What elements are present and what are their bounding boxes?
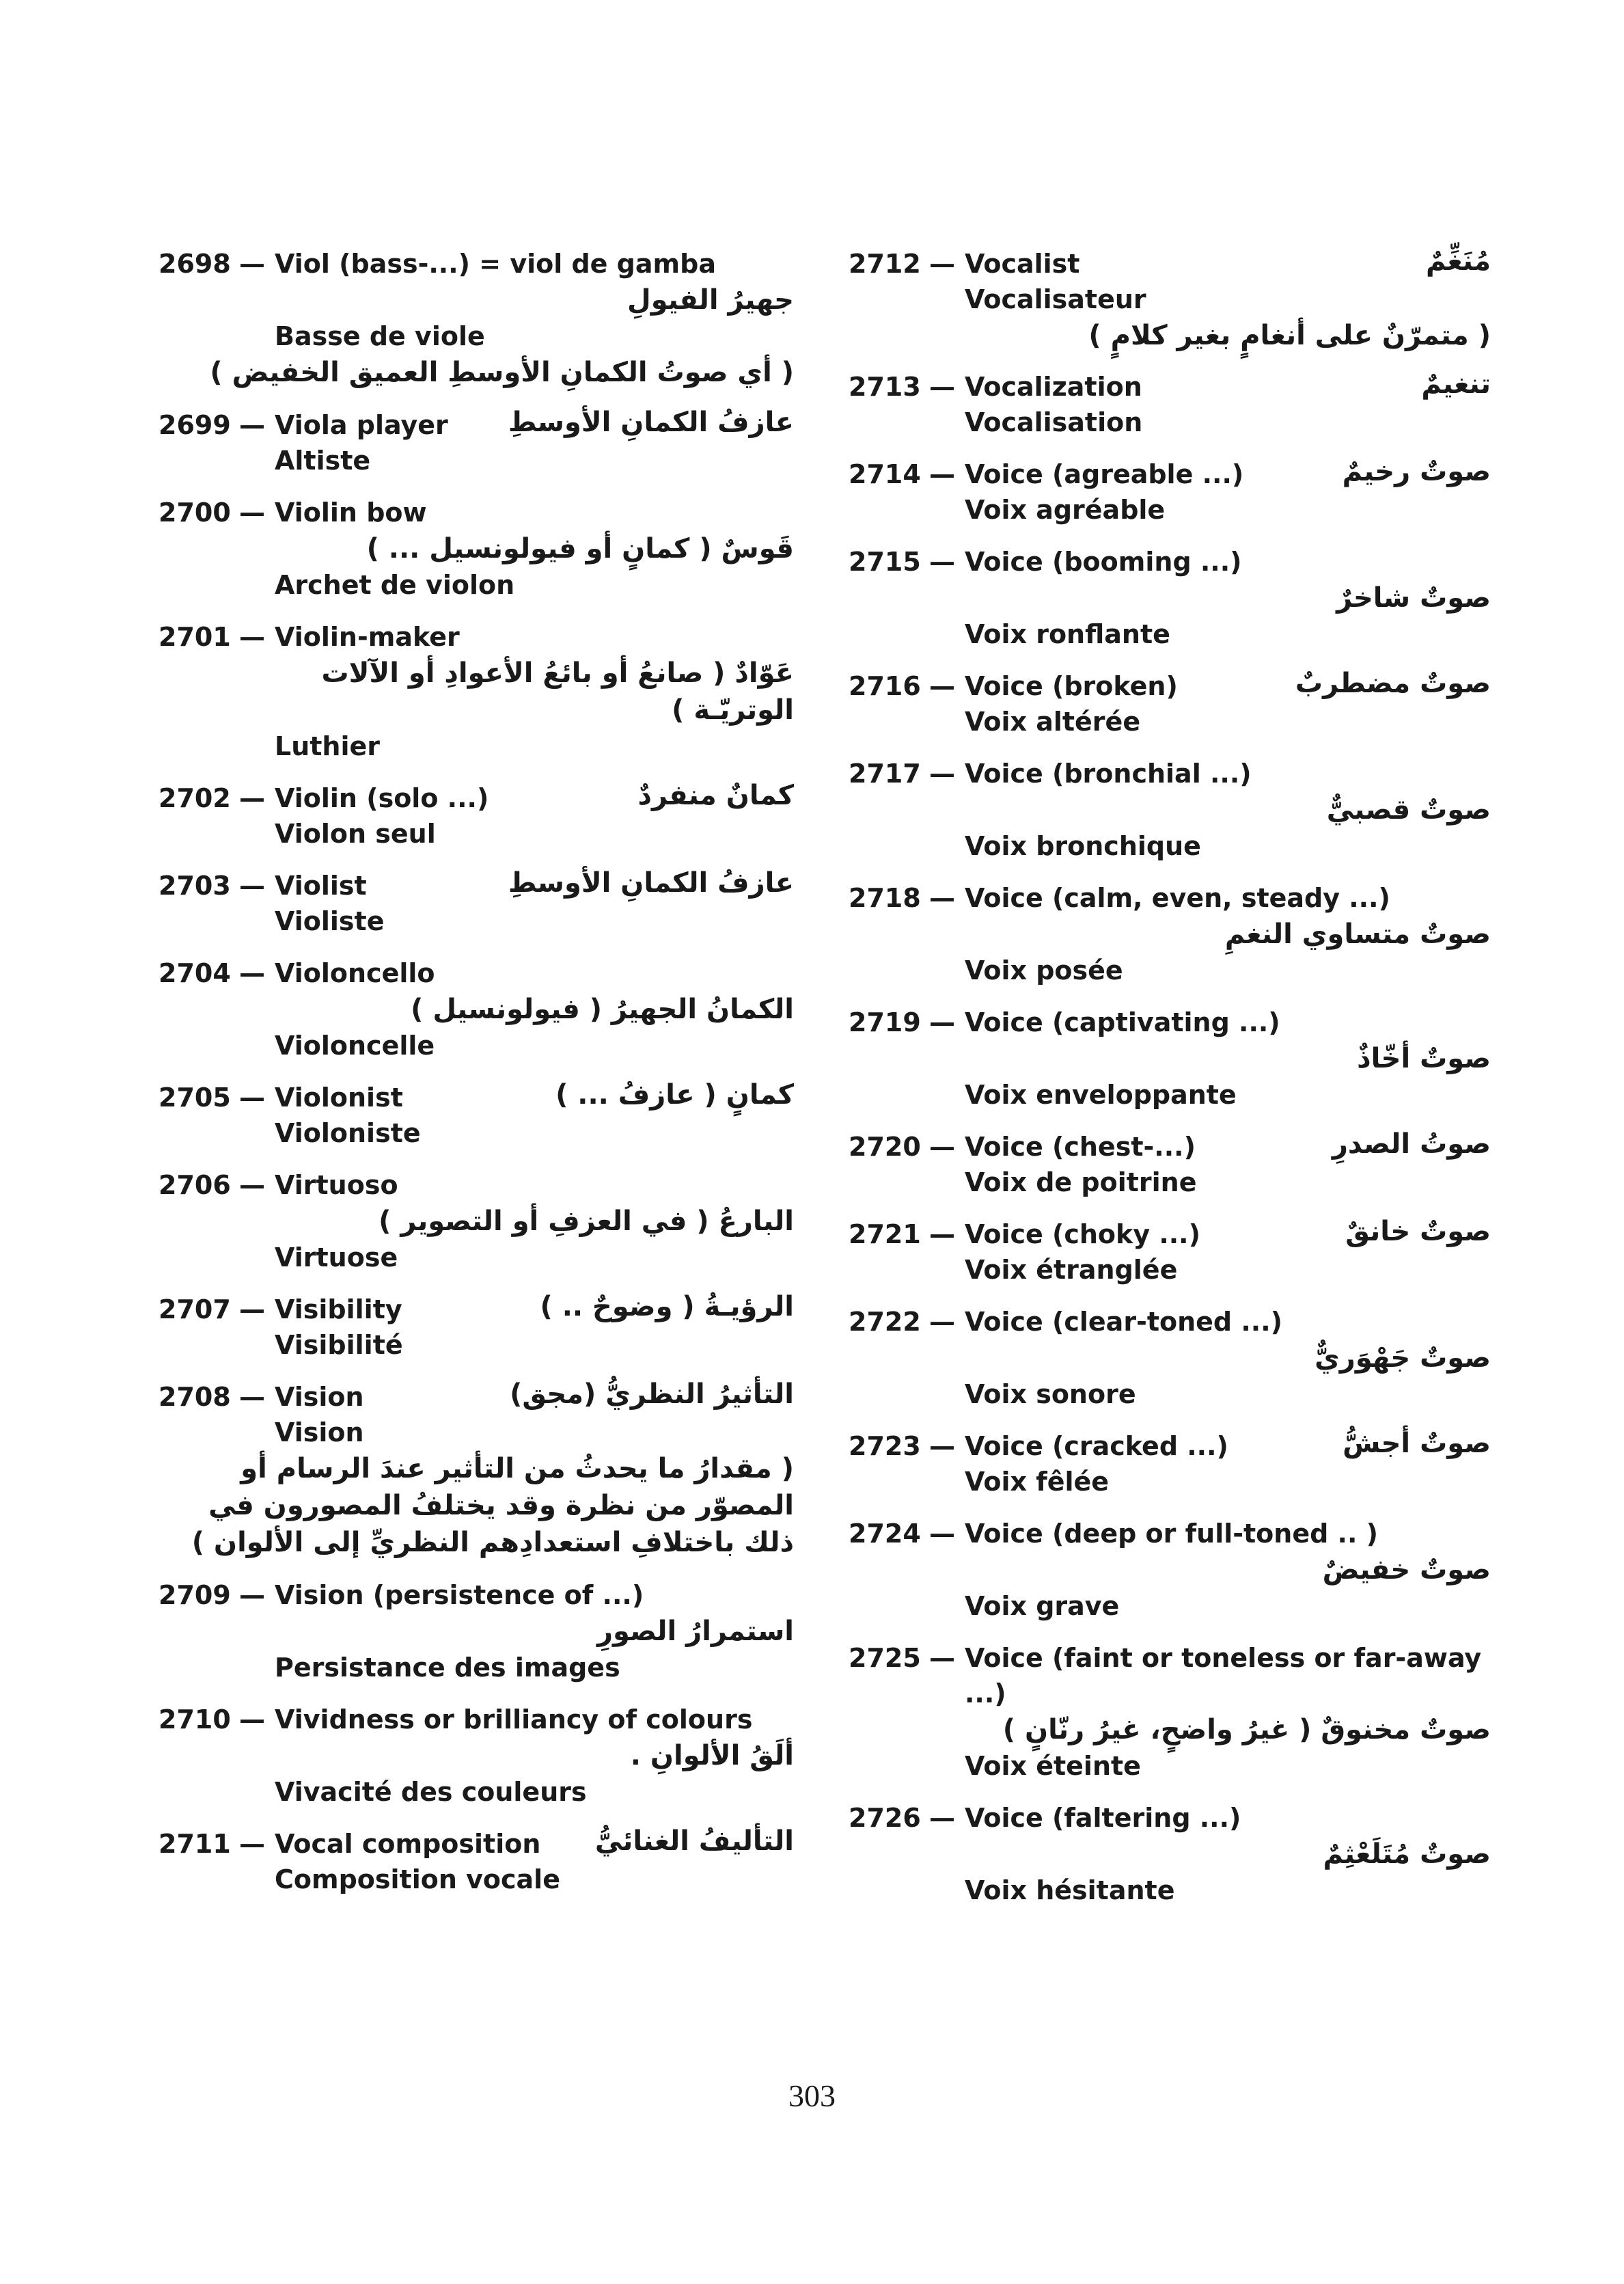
- entry-headword-row: [159, 1826, 794, 1862]
- entry-dash: —: [239, 958, 265, 988]
- french-translation: Virtuose: [275, 1242, 398, 1273]
- entry-number: 2708: [159, 1382, 231, 1412]
- entry-dash: —: [239, 410, 265, 440]
- french-translation: Voix sonore: [965, 1379, 1136, 1409]
- arabic-translation: عازفُ الكمانِ الأوسطِ: [508, 407, 794, 438]
- arabic-note: ذلك باختلافِ استعدادِهم النظريِّ إلى الألوان ): [191, 1527, 794, 1558]
- english-term: Virtuoso: [275, 1170, 398, 1200]
- french-translation: Vivacité des couleurs: [275, 1777, 587, 1807]
- entry-number: 2704: [159, 958, 231, 988]
- arabic-translation: استمرارُ الصورِ: [597, 1616, 794, 1647]
- english-term: Violin (solo ...): [275, 783, 489, 813]
- entry-headword-row: [159, 1167, 794, 1203]
- dictionary-entry: [849, 756, 1491, 864]
- entry-dash: —: [239, 783, 265, 813]
- entry-number: 2700: [159, 498, 231, 528]
- french-translation: Voix fêlée: [965, 1467, 1110, 1497]
- arabic-translation: جهيرُ الفيولِ: [627, 284, 794, 316]
- entry-number: 2722: [849, 1307, 921, 1337]
- entry-number: 2711: [159, 1829, 231, 1859]
- entry-headword-row: [849, 1005, 1491, 1040]
- entry-headword-row: [849, 1129, 1491, 1165]
- french-translation: Luthier: [275, 731, 381, 761]
- entry-number: 2710: [159, 1704, 231, 1735]
- french-translation: Voix altérée: [965, 707, 1141, 737]
- arabic-translation: صوتٌ شاخرٌ: [1336, 582, 1491, 614]
- dictionary-entry: [159, 1080, 794, 1151]
- entry-number: 2701: [159, 622, 231, 652]
- entry-dash: —: [929, 883, 955, 913]
- entry-number: 2723: [849, 1431, 921, 1461]
- entry-number: 2724: [849, 1519, 921, 1549]
- entry-headword-row: [849, 1304, 1491, 1340]
- english-term: Voice (clear-toned ...): [965, 1307, 1283, 1337]
- arabic-translation: الوتريّـة ): [672, 694, 794, 726]
- arabic-note: ( متمرّنٌ على أنغامٍ بغير كلامٍ ): [1088, 320, 1491, 351]
- entry-dash: —: [929, 759, 955, 789]
- entry-dash: —: [929, 1803, 955, 1833]
- dictionary-entry: [849, 544, 1491, 652]
- arabic-translation: صوتٌ مضطربٌ: [1295, 668, 1491, 699]
- english-term: Violoncello: [275, 958, 435, 988]
- arabic-translation: الكمانُ الجهيرُ ( فيولونسيل ): [411, 994, 794, 1025]
- english-term: Vocalization: [965, 372, 1142, 402]
- english-term: Violonist: [275, 1083, 403, 1113]
- entry-dash: —: [929, 671, 955, 701]
- entry-dash: —: [239, 1580, 265, 1610]
- dictionary-entry: [849, 457, 1491, 528]
- arabic-translation: التأليفُ الغنائيُّ: [594, 1825, 794, 1857]
- entry-number: 2715: [849, 547, 921, 577]
- arabic-translation: صوتٌ خانقٌ: [1345, 1216, 1491, 1247]
- entry-number: 2714: [849, 459, 921, 489]
- entry-number: 2709: [159, 1580, 231, 1610]
- entry-dash: —: [239, 498, 265, 528]
- english-term: Voice (choky ...): [965, 1219, 1200, 1249]
- entry-dash: —: [239, 1829, 265, 1859]
- english-term: Violist: [275, 871, 367, 901]
- dictionary-entry: [849, 1800, 1491, 1908]
- dictionary-entry: [849, 1304, 1491, 1412]
- french-translation: Vocalisateur: [965, 284, 1146, 314]
- english-term: Voice (deep or full-toned .. ): [965, 1519, 1379, 1549]
- entry-number: 2716: [849, 671, 921, 701]
- entry-number: 2725: [849, 1643, 921, 1673]
- dictionary-entry: [849, 1516, 1491, 1624]
- french-translation: Voix posée: [965, 955, 1123, 985]
- dictionary-entry: [849, 246, 1491, 354]
- english-term: Vision: [275, 1382, 364, 1412]
- arabic-translation: صوتٌ قصبيٌّ: [1326, 794, 1491, 826]
- english-term: Voice (calm, even, steady ...): [965, 883, 1390, 913]
- dictionary-entry: [159, 955, 794, 1063]
- french-translation: Vocalisation: [965, 407, 1143, 437]
- english-term: Voice (bronchial ...): [965, 759, 1252, 789]
- entry-headword-row: [159, 868, 794, 903]
- entry-headword-row: [849, 668, 1491, 704]
- dictionary-entry: [849, 880, 1491, 988]
- french-translation: Voix grave: [965, 1591, 1120, 1621]
- entry-dash: —: [929, 1132, 955, 1162]
- arabic-translation: صوتُ الصدرِ: [1332, 1128, 1491, 1160]
- entry-headword-row: [849, 369, 1491, 405]
- english-term-continued: ...): [965, 1678, 1006, 1709]
- entry-headword-row: [849, 756, 1491, 791]
- entry-headword-row: [159, 780, 794, 816]
- french-translation: Violoncelle: [275, 1031, 435, 1061]
- entry-number: 2702: [159, 783, 231, 813]
- french-translation: Voix ronflante: [965, 619, 1170, 649]
- entry-headword-row: [849, 544, 1491, 580]
- french-translation: Voix hésitante: [965, 1875, 1175, 1905]
- entry-dash: —: [929, 249, 955, 279]
- page-number: 303: [788, 2078, 836, 2113]
- arabic-translation: ألَقُ الألوانِ .: [630, 1740, 794, 1771]
- entry-headword-row: [159, 246, 794, 282]
- entry-number: 2698: [159, 249, 231, 279]
- right-column: [849, 246, 1491, 1925]
- dictionary-entry: [159, 619, 794, 764]
- dictionary-entry: [849, 1005, 1491, 1113]
- entry-dash: —: [239, 1170, 265, 1200]
- arabic-translation: عَوّادٌ ( صانعُ أو بائعُ الأعوادِ أو الآلات: [321, 657, 794, 689]
- entry-headword-row: [849, 1640, 1491, 1676]
- entry-headword-row: [849, 246, 1491, 282]
- dictionary-entry: [159, 1577, 794, 1685]
- french-translation: Violon seul: [275, 819, 436, 849]
- entry-number: 2706: [159, 1170, 231, 1200]
- french-translation: Persistance des images: [275, 1653, 620, 1683]
- english-term: Voice (captivating ...): [965, 1007, 1280, 1037]
- english-term: Vocal composition: [275, 1829, 541, 1859]
- dictionary-entry: [159, 1167, 794, 1275]
- entry-headword-row: [159, 1080, 794, 1115]
- arabic-translation: قَوسٌ ( كمانٍ أو فيولونسيل ... ): [366, 533, 794, 565]
- entry-headword-row: [159, 407, 794, 443]
- french-translation: Voix de poitrine: [965, 1167, 1197, 1197]
- english-term: Voice (chest-...): [965, 1132, 1196, 1162]
- english-term: Vision (persistence of ...): [275, 1580, 644, 1610]
- entry-headword-row: [849, 1800, 1491, 1836]
- arabic-translation: كمانٍ ( عازفُ ... ): [555, 1079, 794, 1111]
- french-translation: Archet de violon: [275, 570, 515, 600]
- english-term: Visibility: [275, 1294, 402, 1324]
- dictionary-entry: [159, 246, 794, 391]
- dictionary-entry: [159, 495, 794, 603]
- entry-number: 2721: [849, 1219, 921, 1249]
- entry-headword-row: [849, 457, 1491, 492]
- entry-dash: —: [929, 459, 955, 489]
- english-term: Voice (faint or toneless or far-away: [965, 1643, 1482, 1673]
- dictionary-entry: [159, 1702, 794, 1810]
- entry-headword-row: [849, 880, 1491, 916]
- arabic-note: المصوّر من نظرة وقد يختلفُ المصورون في: [208, 1490, 794, 1521]
- entry-number: 2712: [849, 249, 921, 279]
- arabic-translation: صوتٌ جَهْوَريٌّ: [1315, 1342, 1491, 1374]
- entry-headword-row: [159, 1702, 794, 1737]
- dictionary-entry: [849, 369, 1491, 440]
- french-translation: Voix agréable: [965, 495, 1166, 525]
- french-translation: Voix enveloppante: [965, 1080, 1237, 1110]
- french-translation: Voix étranglée: [965, 1255, 1178, 1285]
- english-term: Viol (bass-...) = viol de gamba: [275, 249, 716, 279]
- english-term: Vocalist: [965, 249, 1080, 279]
- english-term: Voice (faltering ...): [965, 1803, 1241, 1833]
- entry-dash: —: [929, 547, 955, 577]
- arabic-note: ( أي صوتُ الكمانِ الأوسطِ العميق الخفيض ): [210, 357, 794, 388]
- entry-number: 2717: [849, 759, 921, 789]
- french-translation: Violiste: [275, 906, 385, 936]
- french-translation: Voix bronchique: [965, 831, 1201, 861]
- entry-number: 2705: [159, 1083, 231, 1113]
- entry-dash: —: [929, 372, 955, 402]
- entry-headword-row: [849, 1516, 1491, 1551]
- entry-headword-row: [159, 619, 794, 655]
- entry-dash: —: [929, 1307, 955, 1337]
- arabic-translation: عازفُ الكمانِ الأوسطِ: [508, 867, 794, 899]
- english-term: Voice (broken): [965, 671, 1178, 701]
- dictionary-entry: [159, 780, 794, 852]
- arabic-translation: صوتٌ متساوي النغمِ: [1224, 919, 1491, 950]
- entry-dash: —: [239, 622, 265, 652]
- dictionary-entry: [159, 868, 794, 939]
- dictionary-entry: [849, 1216, 1491, 1288]
- dictionary-entry: [849, 1129, 1491, 1200]
- english-term: Viola player: [275, 410, 448, 440]
- arabic-translation: صوتٌ أجشُّ: [1343, 1428, 1491, 1459]
- entry-number: 2720: [849, 1132, 921, 1162]
- entry-number: 2707: [159, 1294, 231, 1324]
- arabic-translation: صوتٌ مُتَلَعْثِمٌ: [1323, 1838, 1491, 1870]
- arabic-translation: صوتٌ مخنوقٌ ( غيرُ واضحٍ، غيرُ رنّانٍ ): [1002, 1714, 1491, 1745]
- entry-headword-row: [159, 1292, 794, 1327]
- entry-dash: —: [929, 1219, 955, 1249]
- arabic-translation: صوتٌ رخيمٌ: [1342, 456, 1491, 487]
- entry-headword-row: [159, 955, 794, 991]
- arabic-translation: مُنَغِّمٌ: [1425, 245, 1491, 277]
- entry-number: 2719: [849, 1007, 921, 1037]
- french-translation: Composition vocale: [275, 1864, 560, 1894]
- entry-number: 2703: [159, 871, 231, 901]
- arabic-translation: البارعُ ( في العزفِ أو التصوير ): [379, 1206, 794, 1237]
- french-translation: Basse de viole: [275, 321, 485, 351]
- dictionary-entry: [849, 1428, 1491, 1499]
- english-term: Voice (cracked ...): [965, 1431, 1228, 1461]
- dictionary-entry: [159, 1826, 794, 1897]
- dictionary-entry: [849, 668, 1491, 739]
- arabic-translation: صوتٌ خفيضٌ: [1322, 1554, 1491, 1586]
- french-translation: Visibilité: [275, 1330, 403, 1360]
- entry-headword-row: [159, 495, 794, 530]
- entry-headword-row: [159, 1577, 794, 1613]
- entry-number: 2713: [849, 372, 921, 402]
- entry-number: 2726: [849, 1803, 921, 1833]
- entry-headword-row: [849, 1216, 1491, 1252]
- arabic-translation: صوتٌ أخّاذٌ: [1357, 1043, 1491, 1074]
- arabic-translation: الرؤيـةُ ( وضوحٌ .. ): [540, 1291, 794, 1322]
- arabic-translation: كمانٌ منفردٌ: [637, 780, 794, 811]
- entry-dash: —: [239, 1382, 265, 1412]
- entry-headword-row: [849, 1428, 1491, 1464]
- english-term: Violin bow: [275, 498, 427, 528]
- dictionary-entry: [849, 1640, 1491, 1784]
- entry-dash: —: [929, 1519, 955, 1549]
- entry-dash: —: [239, 1294, 265, 1324]
- french-translation: Vision: [275, 1417, 364, 1447]
- entry-dash: —: [239, 871, 265, 901]
- english-term: Voice (booming ...): [965, 547, 1242, 577]
- english-term: Violin-maker: [275, 622, 460, 652]
- dictionary-entry: [159, 1379, 794, 1561]
- arabic-translation: التأثيرُ النظريُّ (مجق): [510, 1378, 794, 1410]
- english-term: Voice (agreable ...): [965, 459, 1244, 489]
- entry-dash: —: [239, 249, 265, 279]
- french-translation: Voix éteinte: [965, 1751, 1141, 1781]
- entry-dash: —: [929, 1007, 955, 1037]
- dictionary-entry: [159, 407, 794, 478]
- entry-dash: —: [929, 1643, 955, 1673]
- entry-number: 2699: [159, 410, 231, 440]
- entry-dash: —: [929, 1431, 955, 1461]
- left-column: [159, 246, 794, 1914]
- entry-headword-row: [159, 1379, 794, 1415]
- english-term: Vividness or brilliancy of colours: [275, 1704, 753, 1735]
- entry-dash: —: [239, 1083, 265, 1113]
- french-translation: Altiste: [275, 446, 371, 476]
- entry-dash: —: [239, 1704, 265, 1735]
- arabic-note: ( مقدارُ ما يحدثُ من التأثير عندَ الرسام أو: [240, 1453, 794, 1484]
- dictionary-entry: [159, 1292, 794, 1363]
- arabic-translation: تنغيمٌ: [1421, 368, 1491, 400]
- entry-number: 2718: [849, 883, 921, 913]
- french-translation: Violoniste: [275, 1118, 421, 1148]
